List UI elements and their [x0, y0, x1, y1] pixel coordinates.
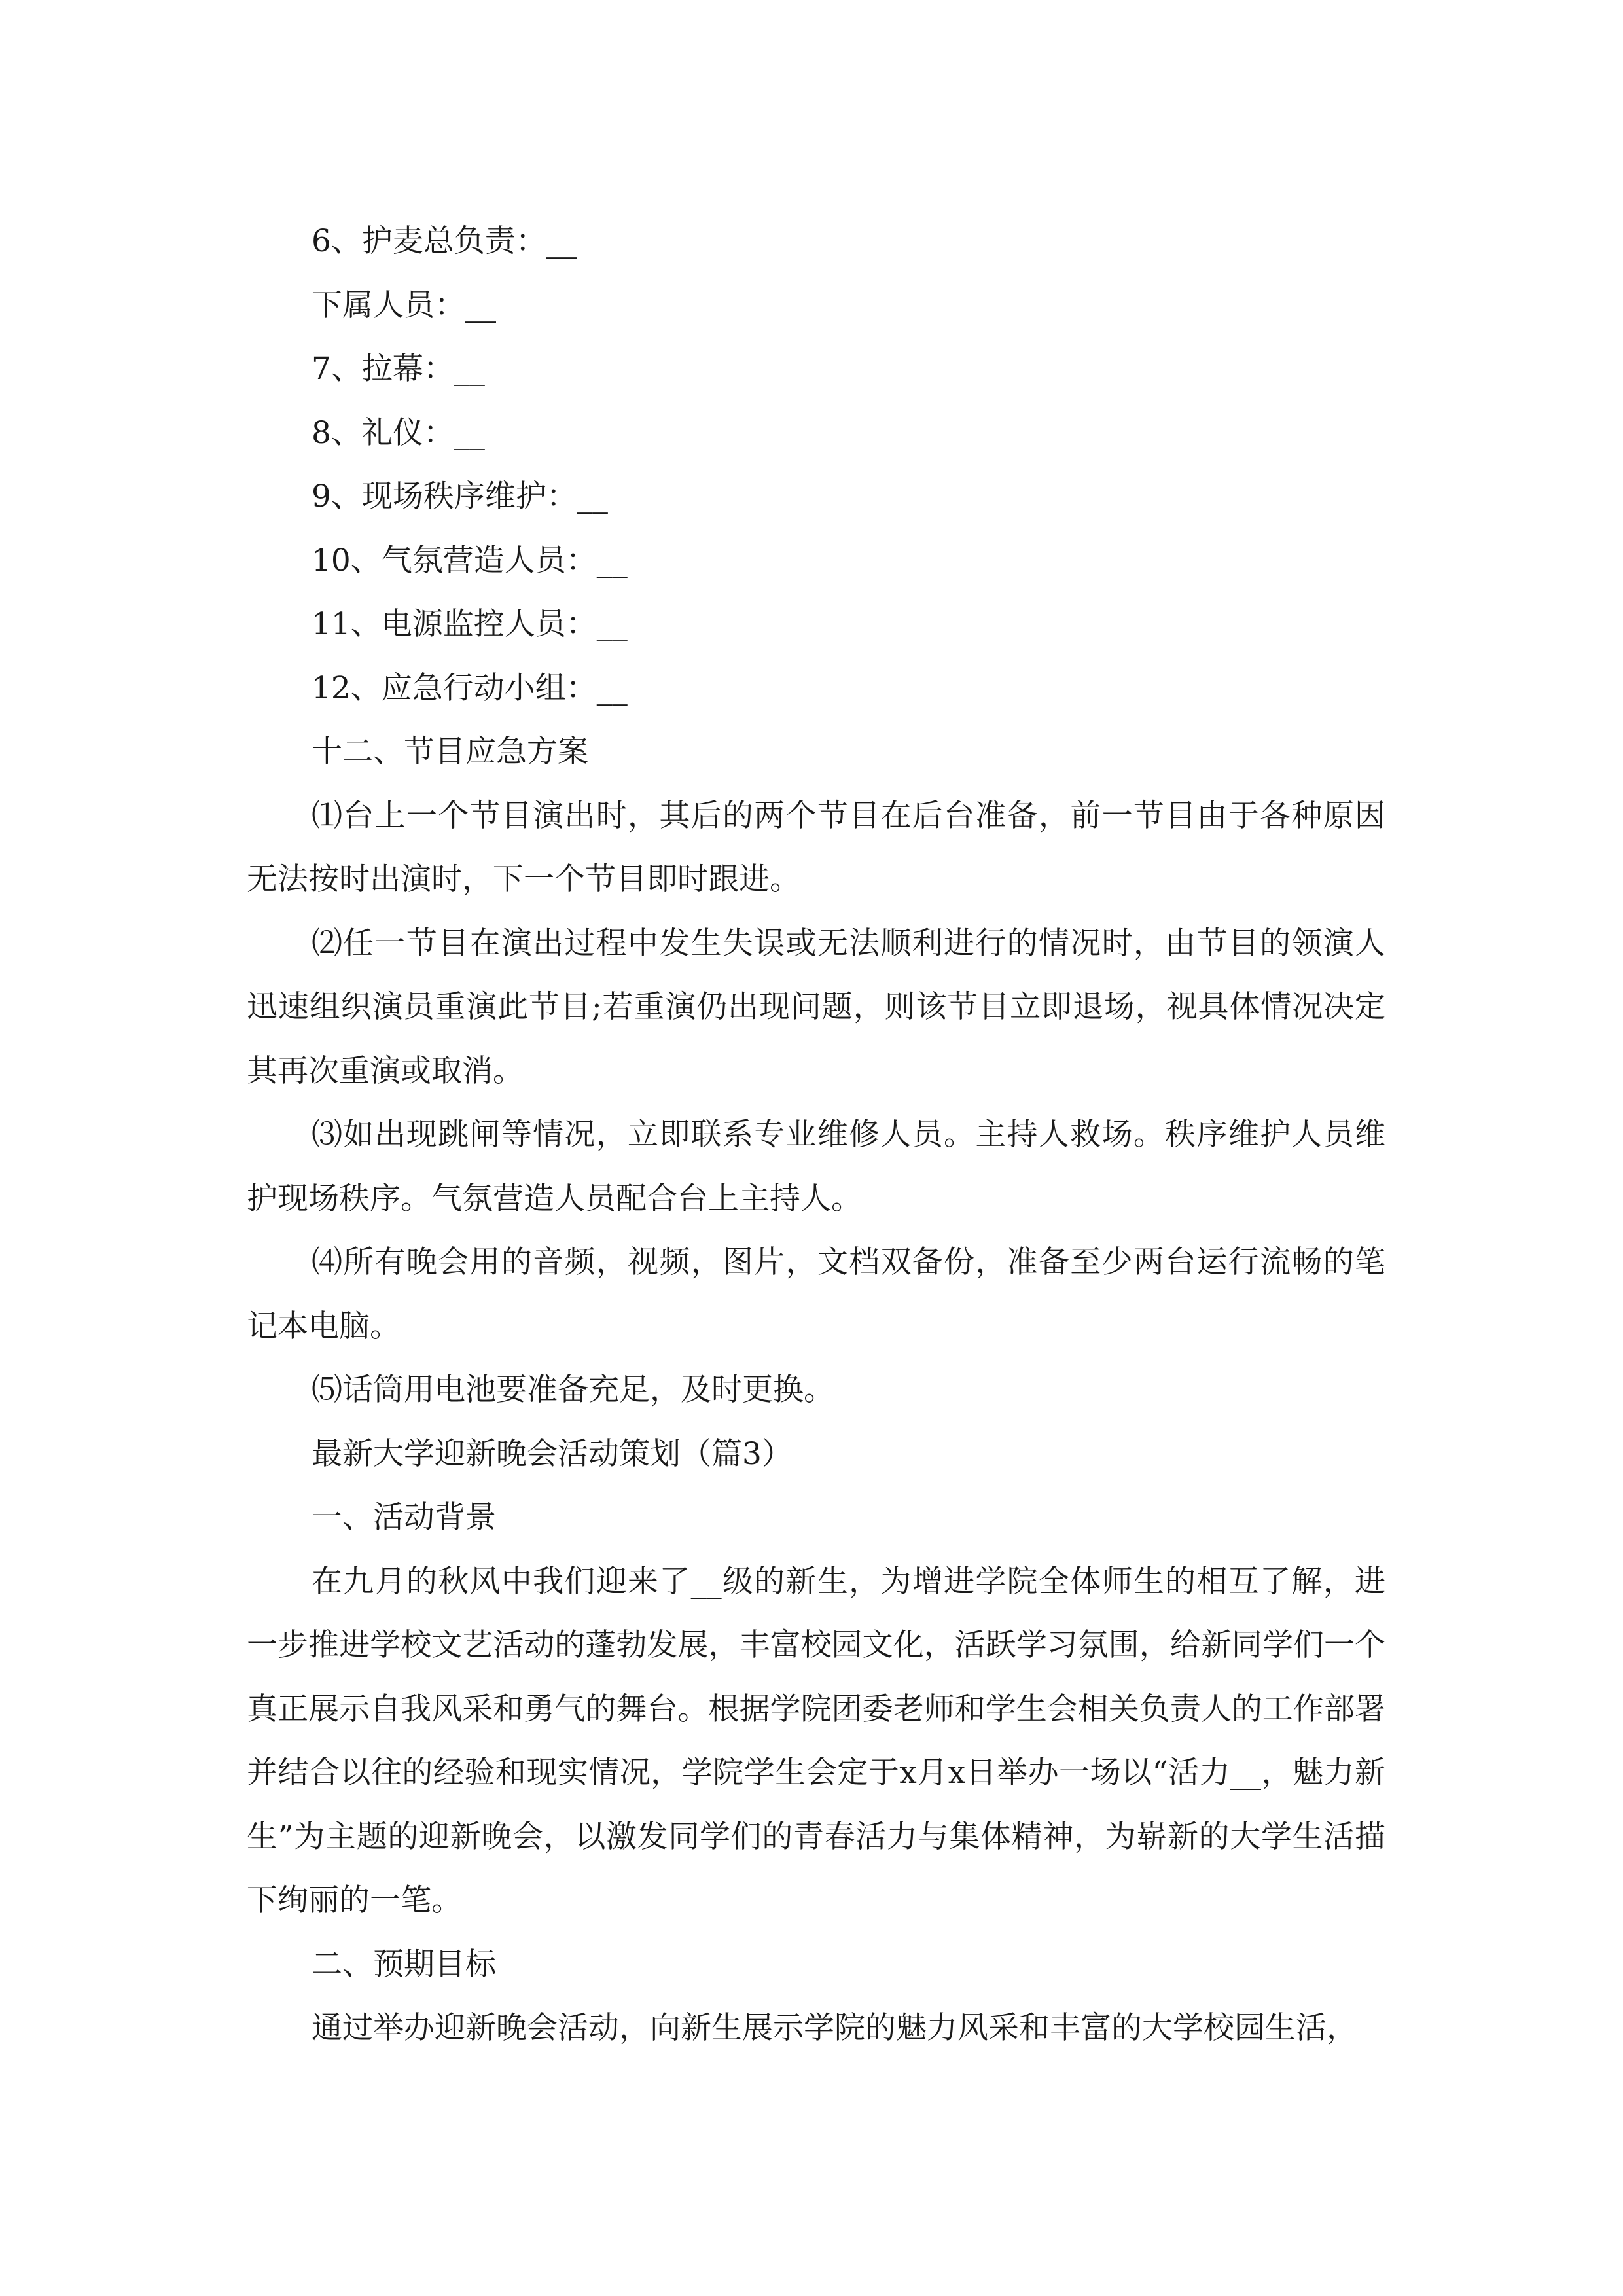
document-body: [247, 209, 1385, 2060]
heading-activity-background: 一、活动背景: [312, 1499, 496, 1535]
paragraph-activity-background: 在九月的秋风中我们迎来了__级的新生，为增进学院全体师生的相互了解，进一步推进学校文艺活动的蓬勃发展，丰富校园文化，活跃学习氛围，给新同学们一个真正展示自我风采和勇气的舞台。根据学院团委老师和学生会相关负责人的工作部署并结合以往的经验和现实情况，学院学生会定于x月x日举办一场以“活力__，魅力新生”为主题的迎新晚会，以激发同学们的青春活力与集体精神，为崭新的大学生活描下绚丽的一笔。: [247, 1563, 1385, 1918]
staff-line-emergency-team: 12、应急行动小组：__: [312, 670, 628, 706]
emergency-item-5: ⑸话筒用电池要准备充足，及时更换。: [312, 1372, 834, 1408]
staff-line-mic: 6、护麦总负责：__: [312, 223, 577, 259]
emergency-item-2: ⑵任一节目在演出过程中发生失误或无法顺利进行的情况时，由节目的领演人迅速组织演员重演此节目;若重演仍出现问题，则该节目立即退场，视具体情况决定其再次重演或取消。: [247, 925, 1385, 1089]
staff-line-power: 11、电源监控人员：__: [312, 606, 628, 642]
staff-line-atmosphere: 10、气氛营造人员：__: [312, 542, 628, 579]
section-heading-emergency-plan: 十二、节目应急方案: [312, 734, 588, 770]
staff-line-subordinates: 下属人员：__: [312, 287, 496, 323]
section3-title: 最新大学迎新晚会活动策划（篇3）: [312, 1435, 793, 1472]
staff-line-order: 9、现场秩序维护：__: [312, 478, 608, 514]
staff-line-curtain: 7、拉幕：__: [312, 351, 485, 387]
paragraph-expected-goal: 通过举办迎新晚会活动，向新生展示学院的魅力风采和丰富的大学校园生活，: [312, 2010, 1357, 2046]
heading-expected-goal: 二、预期目标: [312, 1946, 496, 1982]
emergency-item-1: ⑴台上一个节目演出时，其后的两个节目在后台准备，前一节目由于各种原因无法按时出演时，下一个节目即时跟进。: [247, 797, 1385, 897]
staff-line-etiquette: 8、礼仪：__: [312, 414, 485, 451]
emergency-item-3: ⑶如出现跳闸等情况，立即联系专业维修人员。主持人救场。秩序维护人员维护现场秩序。气氛营造人员配合台上主持人。: [247, 1117, 1385, 1217]
emergency-item-4: ⑷所有晚会用的音频，视频，图片，文档双备份，准备至少两台运行流畅的笔记本电脑。: [247, 1244, 1385, 1344]
